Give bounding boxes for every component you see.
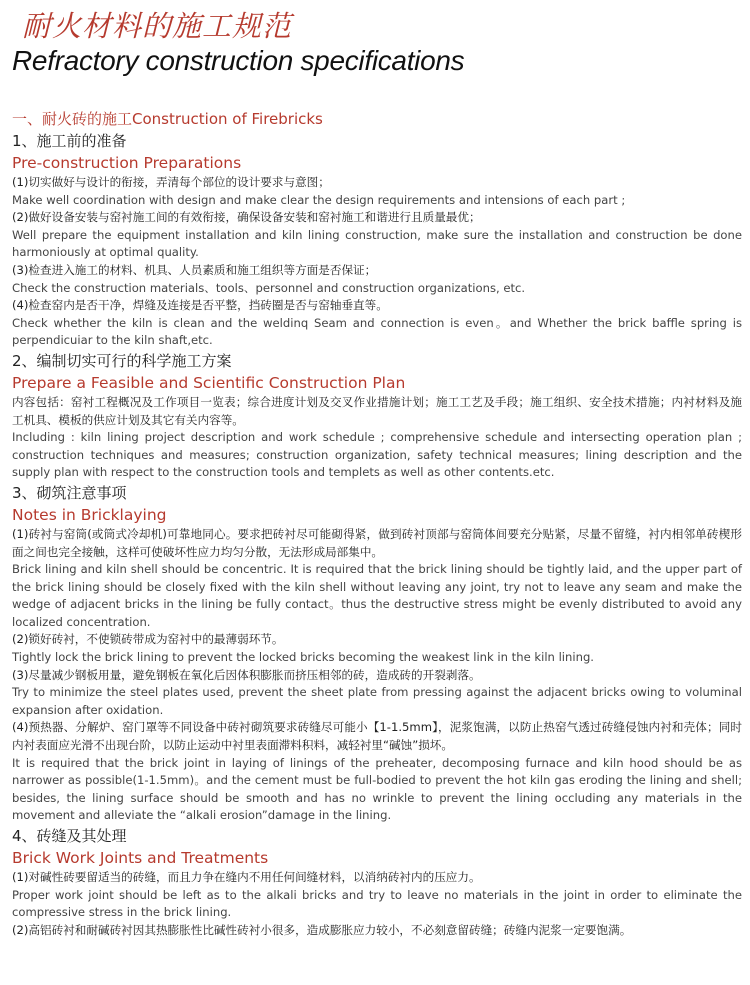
sub4-item1-cn: (1)对碱性砖要留适当的砖缝，而且力争在缝内不用任何间缝材料，以消纳砖衬内的压应力。 [12, 870, 481, 884]
sub1-item2-en: Well prepare the equipment installation and kiln lining construction, make sure the installation and construction be done harmoniously at optimal quality. [12, 227, 742, 260]
sub2-paragraph-cn: 内容包括：窑衬工程概况及工作项目一览表；综合进度计划及交叉作业措施计划；施工工艺及手段；施工组织、安全技术措施；内衬材料及施工机具、模板的供应计划及其它有关内容等。 [12, 394, 742, 427]
document [12, 8, 742, 939]
sub4-heading-cn: 4、砖缝及其处理 [12, 827, 127, 845]
sub2-heading-en: Prepare a Feasible and Scientific Construction Plan [12, 373, 406, 392]
sub3-item2-cn: (2)锁好砖衬，不使锁砖带成为窑衬中的最薄弱环节。 [12, 632, 284, 647]
sub1-item1-cn: (1)切实做好与设计的衔接，弄清每个部位的设计要求与意图； [12, 175, 330, 189]
sub1-item4-cn: (4)检查窑内是否干净，焊缝及连接是否平整，挡砖圈是否与窑轴垂直等。 [12, 298, 388, 313]
sub1-heading-en: Pre-construction Preparations [12, 154, 242, 172]
sub3-item3-cn: (3)尽量减少钢板用量，避免钢板在氧化后因体积膨胀而挤压相邻的砖，造成砖的开裂剥落。 [12, 667, 481, 682]
sub4-item2-cn: (2)高铝砖衬和耐碱砖衬因其热膨胀性比碱性砖衬小很多，造成膨胀应力较小，不必刻意留砖缝；砖缝内泥浆一定要饱满。 [12, 922, 632, 937]
sub3-item4-en: It is required that the brick joint in laying of linings of the preheater, decomposing furnace and kiln hood should be as narrower as possible(1-1.5mm)。and the cement must be full-bodied to prevent the hot kiln gas eroding the lining and shell; besides, the lining surface should be smooth and has no wrinkle to prevent the lining occluding any materials in the movement and alleviate the “alkali erosion”damage in the lining. [12, 755, 742, 823]
sub3-item1-cn: (1)砖衬与窑筒(或筒式冷却机)可靠地同心。要求把砖衬尽可能砌得紧，做到砖衬顶部与窑筒体间要充分贴紧，尽量不留缝，衬内相邻单砖楔形面之间也完全接触，这样可使破坏性应力均匀分散，无法形成局部集中。 [12, 526, 742, 559]
sub3-heading-en: Notes in Bricklaying [12, 505, 167, 524]
title-cn: 耐火材料的施工规范 [22, 9, 293, 43]
sub1-item4-en: Check whether the kiln is clean and the weldinq Seam and connection is even。and Whether the brick baffle spring is perpendicuiar to the kiln shaft,etc. [12, 315, 742, 348]
sub1-heading-cn: 1、施工前的准备 [12, 132, 127, 150]
sub3-item2-en: Tightly lock the brick lining to prevent the locked bricks becoming the weakest link in the kiln lining. [12, 650, 594, 665]
sub3-heading-cn: 3、砌筑注意事项 [12, 483, 127, 502]
section1-heading: 一、耐火砖的施工Construction of Firebricks [12, 110, 323, 128]
sub3-item4-cn: (4)预热器、分解炉、窑门罩等不同设备中砖衬砌筑要求砖缝尽可能小【1-1.5mm】，泥浆饱满，以防止热窑气透过砖缝侵蚀内衬和壳体；同时内衬表面应光滑不出现台阶，以防止运动中衬里表面滞料积料，减轻衬里“碱蚀”损坏。 [12, 720, 742, 753]
sub1-item2-cn: (2)做好设备安装与窑衬施工间的有效衔接，确保设备安装和窑衬施工和谐进行且质量最优； [12, 210, 481, 225]
title-en: Refractory construction specifications [12, 45, 465, 76]
sub2-paragraph-en: Including : kiln lining project description and work schedule ; comprehensive schedule and intersecting operation plan ; construction techniques and measures; construction organization, safety technical measures; lining description and the supply plan with respect to the construction tools and templets as well as other contents.etc. [12, 430, 742, 480]
sub1-item3-cn: (3)检查进入施工的材料、机具、人员素质和施工组织等方面是否保证； [12, 262, 377, 277]
sub3-item3-en: Try to minimize the steel plates used, prevent the sheet plate from pressing against the adjacent bricks owing to voluminal expansion after oxidation. [12, 685, 742, 717]
sub3-item1-en: Brick lining and kiln shell should be concentric. It is required that the brick lining should be tightly laid, and the upper part of the brick lining should be closely fixed with the kiln shell without leaving any joint, try not to leave any seam and make the wedge of adjacent bricks in the lining be fully contact。thus the destructive stress might be evenly distributed to avoid any localized concentration. [12, 562, 742, 629]
sub4-item1-en: Proper work joint should be left as to the alkali bricks and try to leave no materials in the joint in order to eliminate the compressive stress in the brick lining. [12, 887, 742, 920]
sub1-item3-en: Check the construction materials、tools、personnel and construction organizations, etc. [12, 280, 526, 295]
sub2-heading-cn: 2、编制切实可行的科学施工方案 [12, 351, 232, 370]
sub1-item1-en: Make well coordination with design and make clear the design requirements and intensions of each part ; [12, 192, 626, 207]
sub4-heading-en: Brick Work Joints and Treatments [12, 849, 269, 867]
